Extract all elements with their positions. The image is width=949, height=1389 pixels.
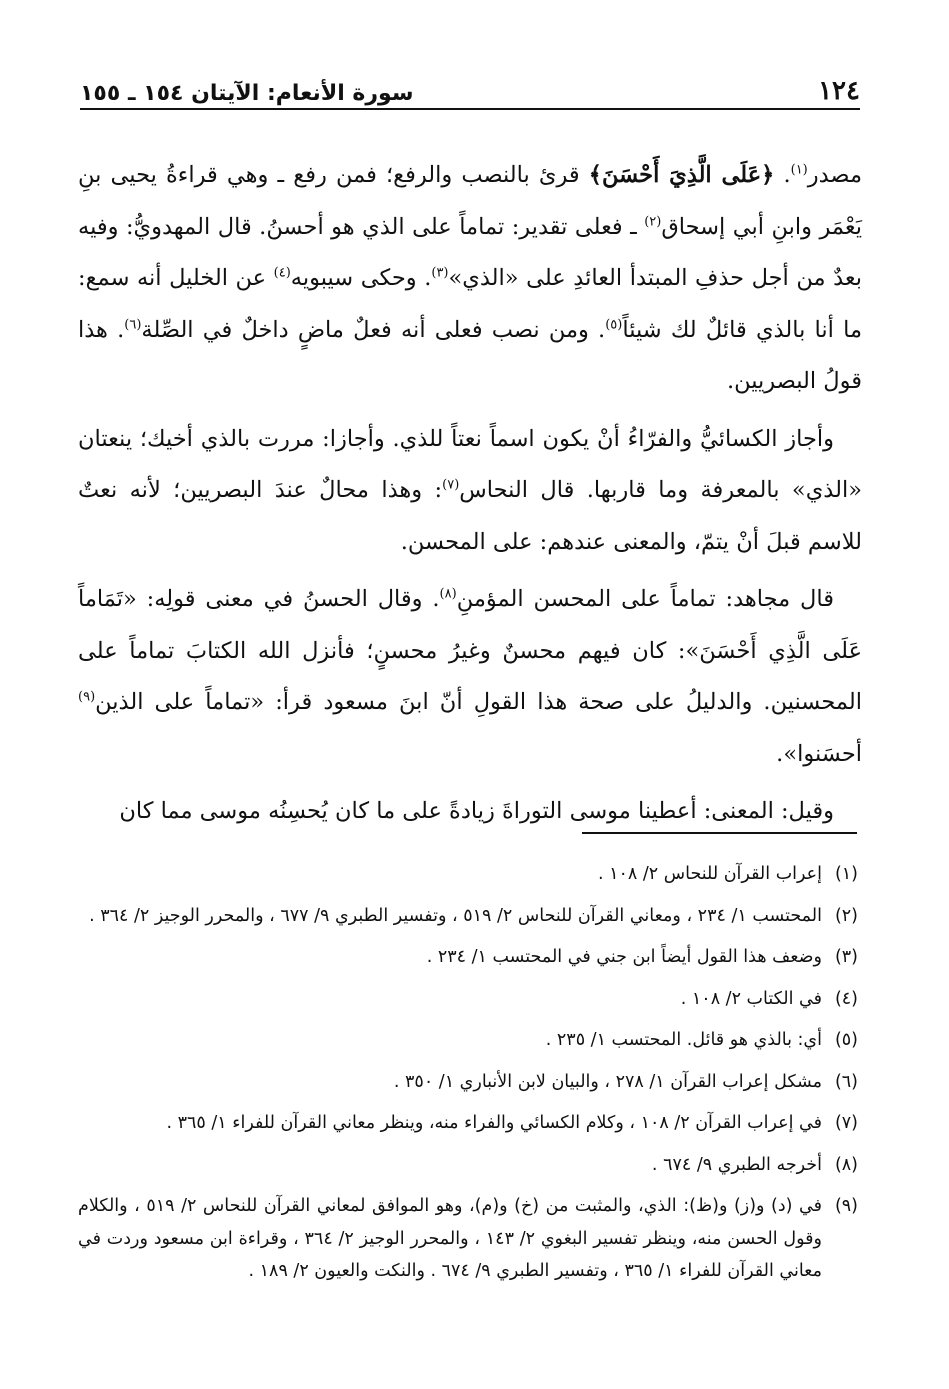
running-head: سورة الأنعام: الآيتان ١٥٤ ـ ١٥٥ xyxy=(80,81,414,106)
footnote-separator xyxy=(582,832,857,834)
footnote-number: (٧) xyxy=(834,1113,858,1133)
footnote xyxy=(78,983,858,1016)
footnote-ref-1: (١) xyxy=(790,162,808,178)
text-run: . ومن نصب فعلى أنه فعلٌ ماضٍ داخلٌ في الصِّلة xyxy=(141,316,606,343)
footnote-number: (٤) xyxy=(834,988,858,1009)
paragraph-3 xyxy=(78,574,862,780)
footnote-text: وضعف هذا القول أيضاً ابن جني في المحتسب ١/ ٢٣٤ . xyxy=(426,947,822,967)
text-run: . هذا قولُ البصريين. xyxy=(78,316,862,394)
footnote xyxy=(78,1024,858,1057)
text-run: قرئ بالنصب والرفع؛ فمن رفع ـ وهي قراءةُ يحيى بنِ يَعْمَر وابنِ أبي إسحاق xyxy=(78,162,862,240)
footnote-ref-7: (٧) xyxy=(442,477,460,493)
header-rule xyxy=(80,108,860,110)
text-run: . وقال الحسنُ في معنى قولِه: «تَمَاماً عَلَى الَّذِي أَحْسَنَ»: كان فيهم محسنٌ وغيرُ محسنٍ؛ فأنزل الله الكتابَ تماماً على المحسنين. والدليلُ على صحة هذا القولِ أنّ ابنَ مسعود قرأ: «تماماً على الذين xyxy=(78,586,862,715)
page-header xyxy=(80,62,860,106)
footnote-ref-4: (٤) xyxy=(273,265,291,281)
paragraph-4 xyxy=(78,786,862,838)
paragraph-1 xyxy=(78,150,862,408)
footnote xyxy=(78,900,858,933)
footnote-text: في الكتاب ٢/ ١٠٨ . xyxy=(680,988,822,1009)
footnote-ref-3: (٣) xyxy=(431,265,449,281)
footnote xyxy=(78,1107,858,1140)
footnote-ref-2: (٢) xyxy=(644,214,662,229)
text-run: قال مجاهد: تماماً على المحسن المؤمنِ xyxy=(456,586,834,612)
text-run: مصدر xyxy=(807,162,862,188)
text-run: . وحكى سيبويه xyxy=(290,265,432,291)
text-run: وقيل: المعنى: أعطينا موسى التوراةَ زيادةً على ما كان يُحسِنُه موسى مما كان xyxy=(119,798,834,824)
footnote-number: (٣) xyxy=(834,947,858,967)
text-run: ـ فعلى تقدير: تماماً على الذي هو أحسنُ. قال المهدويُّ: وفيه بعدٌ من أجل حذفِ المبتدأ العائدِ على «الذي» xyxy=(78,213,862,291)
footnote xyxy=(78,1149,858,1182)
footnote-text: في إعراب القرآن ٢/ ١٠٨ ، وكلام الكسائي والفراء منه، وينظر معاني القرآن للفراء ١/ ٣٦٥ . xyxy=(166,1113,822,1133)
footnote-text: المحتسب ١/ ٢٣٤ ، ومعاني القرآن للنحاس ٢/ ٥١٩ ، وتفسير الطبري ٩/ ٦٧٧ ، والمحرر الوجيز ٢/ ٣٦٤ . xyxy=(89,905,822,926)
footnote-text: في (د) و(ز) و(ظ): الذي، والمثبت من (خ) و(م)، وهو الموافق لمعاني القرآن للنحاس ٢/ ٥١٩ ، والكلام وقول الحسن منه، وينظر تفسير البغوي ٢/ ١٤٣ ، والمحرر الوجيز ٢/ ٣٦٤ ، وقراءة ابن مسعود وردت في معاني القرآن للفراء ١/ ٣٦٥ ، وتفسير الطبري ٩/ ٦٧٤ . والنكت والعيون ٢/ ١٨٩ . xyxy=(78,1196,822,1281)
text-run: عن الخليل أنه سمع: ما أنا بالذي قائلٌ لك شيئاً xyxy=(78,265,863,343)
footnotes xyxy=(78,858,858,1297)
quran-verse: ﴿عَلَى الَّذِيَ أَحْسَنَ﴾ xyxy=(588,162,775,188)
footnote-number: (٥) xyxy=(834,1030,858,1050)
footnote-text: مشكل إعراب القرآن ١/ ٢٧٨ ، والبيان لابن الأنباري ١/ ٣٥٠ . xyxy=(393,1071,822,1092)
paragraph-2 xyxy=(78,414,862,569)
footnote-number: (٩) xyxy=(834,1196,858,1216)
footnote-ref-5: (٥) xyxy=(605,317,623,332)
footnote-number: (١) xyxy=(834,864,858,884)
footnote-ref-6: (٦) xyxy=(124,317,142,332)
main-text xyxy=(78,150,862,844)
footnote-ref-9: (٩) xyxy=(78,689,96,705)
footnote xyxy=(78,858,858,891)
footnote-ref-8: (٨) xyxy=(439,586,457,602)
footnote-number: (٨) xyxy=(834,1154,858,1175)
footnote xyxy=(78,1190,858,1288)
footnote-text: إعراب القرآن للنحاس ٢/ ١٠٨ . xyxy=(597,864,822,884)
footnote-number: (٢) xyxy=(834,905,858,926)
footnote xyxy=(78,1066,858,1099)
text-run: وأجاز الكسائيُّ والفرّاءُ أنْ يكون اسماً نعتاً للذي. وأجازا: مررت بالذي أخيك؛ ينعتان «الذي» بالمعرفة وما قاربها. قال النحاس xyxy=(78,425,862,503)
footnote-text: أي: بالذي هو قائل. المحتسب ١/ ٢٣٥ . xyxy=(545,1030,822,1050)
text-run: . xyxy=(774,162,791,188)
footnote-number: (٦) xyxy=(834,1071,858,1092)
footnote xyxy=(78,941,858,974)
text-run: : وهذا محالٌ عندَ البصريين؛ لأنه نعتٌ للاسم قبلَ أنْ يتمّ، والمعنى عندهم: على المحسن. xyxy=(78,477,862,555)
text-run: أحسَنوا». xyxy=(776,740,862,767)
footnote-text: أخرجه الطبري ٩/ ٦٧٤ . xyxy=(651,1154,822,1175)
page-number: ١٢٤ xyxy=(818,76,860,106)
